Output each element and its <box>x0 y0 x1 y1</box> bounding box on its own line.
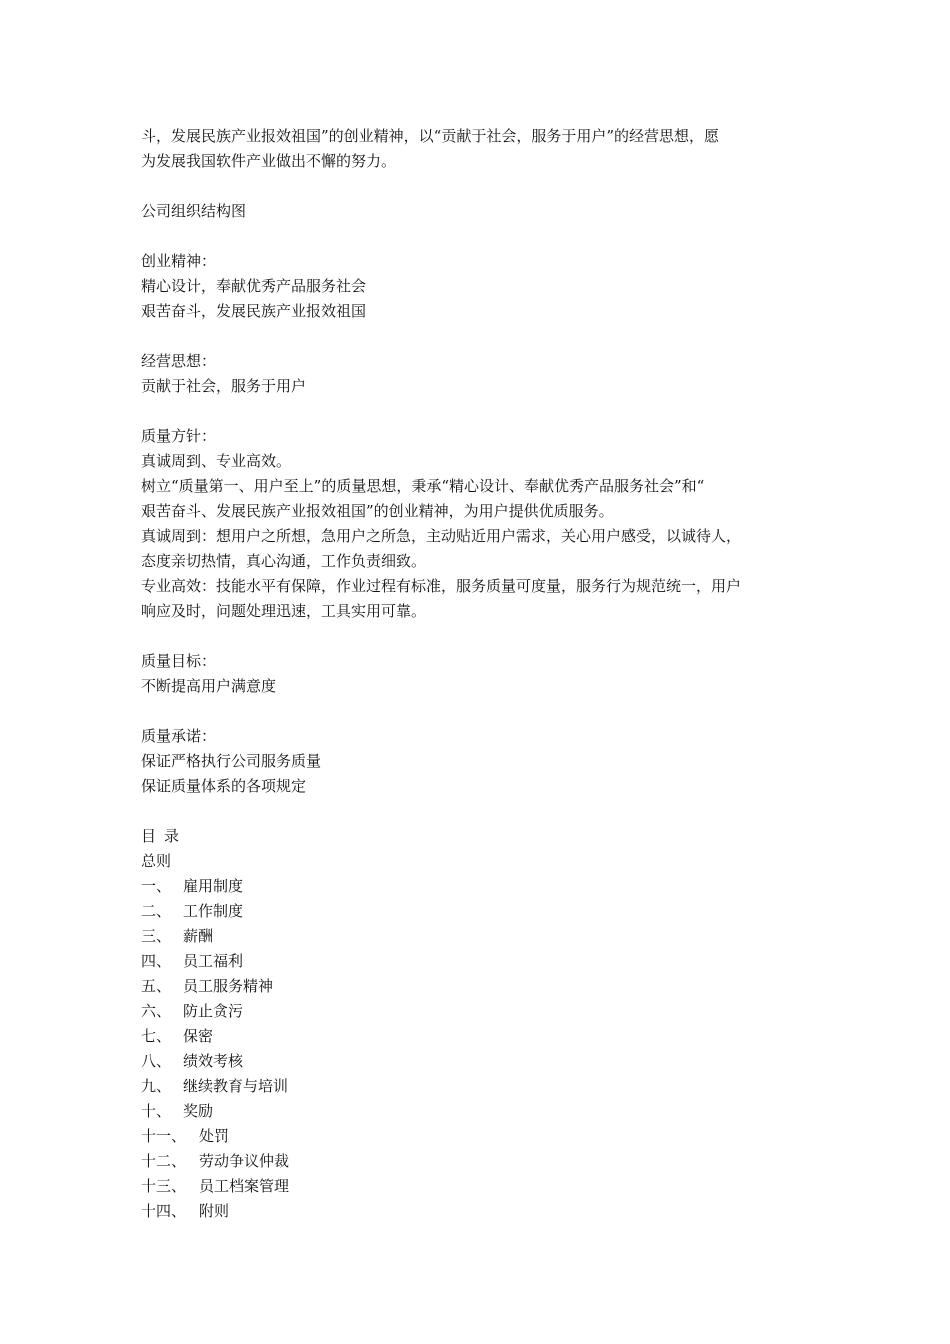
toc-item-number: 十一、 <box>141 1127 187 1145</box>
intro-paragraph <box>141 124 813 174</box>
table-of-contents <box>141 824 813 1224</box>
toc-item-number: 三、 <box>141 927 172 945</box>
section-heading: 质量目标： <box>141 652 217 670</box>
toc-item-number: 一、 <box>141 877 172 895</box>
toc-heading: 目录 <box>141 827 188 845</box>
toc-item-number: 七、 <box>141 1027 172 1045</box>
toc-item <box>141 1024 813 1049</box>
section-heading: 创业精神： <box>141 252 217 270</box>
business-philosophy-section <box>141 349 813 399</box>
section-heading: 质量方针： <box>141 427 217 445</box>
section-line: 真诚周到：想用户之所想，急用户之所急，主动贴近用户需求，关心用户感受，以诚待人， <box>141 527 742 545</box>
toc-item-title: 附则 <box>199 1202 230 1220</box>
toc-item-number: 十、 <box>141 1102 172 1120</box>
toc-item-number: 九、 <box>141 1077 172 1095</box>
toc-general: 总则 <box>141 852 172 870</box>
toc-item <box>141 874 813 899</box>
section-line: 艰苦奋斗，发展民族产业报效祖国 <box>141 302 367 320</box>
section-line: 专业高效：技能水平有保障，作业过程有标准，服务质量可度量，服务行为规范统一，用户 <box>141 577 742 595</box>
toc-item-number: 二、 <box>141 902 172 920</box>
section-line: 真诚周到、专业高效。 <box>141 452 292 470</box>
toc-item-number: 八、 <box>141 1052 172 1070</box>
toc-item-title: 继续教育与培训 <box>183 1077 289 1095</box>
toc-item <box>141 1049 813 1074</box>
document-page <box>141 124 813 1224</box>
entrepreneurial-spirit-section <box>141 249 813 324</box>
toc-item <box>141 949 813 974</box>
toc-item <box>141 974 813 999</box>
section-line: 树立“质量第一、用户至上”的质量思想，秉承“精心设计、奉献优秀产品服务社会”和“ <box>141 477 705 495</box>
toc-item <box>141 1124 813 1149</box>
toc-item-title: 奖励 <box>183 1102 214 1120</box>
toc-item-title: 雇用制度 <box>183 877 244 895</box>
section-line: 响应及时，问题处理迅速，工具实用可靠。 <box>141 602 427 620</box>
quality-goal-section <box>141 649 813 699</box>
org-chart-caption: 公司组织结构图 <box>141 202 247 220</box>
toc-item-title: 工作制度 <box>183 902 244 920</box>
toc-item <box>141 899 813 924</box>
quality-commitment-section <box>141 724 813 799</box>
section-line: 保证严格执行公司服务质量 <box>141 752 322 770</box>
toc-item-number: 十四、 <box>141 1202 187 1220</box>
toc-item <box>141 924 813 949</box>
toc-item <box>141 1199 813 1224</box>
toc-item-title: 处罚 <box>199 1127 230 1145</box>
toc-item <box>141 1174 813 1199</box>
toc-item <box>141 1149 813 1174</box>
section-heading: 质量承诺： <box>141 727 217 745</box>
toc-item-title: 防止贪污 <box>183 1002 244 1020</box>
toc-item <box>141 1099 813 1124</box>
section-heading: 经营思想： <box>141 352 217 370</box>
toc-item-title: 员工档案管理 <box>199 1177 290 1195</box>
toc-item-title: 员工福利 <box>183 952 244 970</box>
toc-item-number: 五、 <box>141 977 172 995</box>
toc-item-title: 绩效考核 <box>183 1052 244 1070</box>
quality-policy-section <box>141 424 813 624</box>
section-line: 艰苦奋斗、发展民族产业报效祖国”的创业精神，为用户提供优质服务。 <box>141 502 614 520</box>
toc-item-number: 四、 <box>141 952 172 970</box>
toc-item-number: 六、 <box>141 1002 172 1020</box>
section-line: 贡献于社会，服务于用户 <box>141 377 307 395</box>
intro-line: 斗，发展民族产业报效祖国”的创业精神，以“贡献于社会，服务于用户”的经营思想，愿 <box>141 127 720 145</box>
section-line: 不断提高用户满意度 <box>141 677 277 695</box>
toc-item <box>141 999 813 1024</box>
toc-item-title: 劳动争议仲裁 <box>199 1152 290 1170</box>
section-line: 态度亲切热情，真心沟通，工作负责细致。 <box>141 552 427 570</box>
toc-item-number: 十三、 <box>141 1177 187 1195</box>
toc-item-title: 薪酬 <box>183 927 214 945</box>
toc-item-number: 十二、 <box>141 1152 187 1170</box>
section-line: 保证质量体系的各项规定 <box>141 777 307 795</box>
toc-item-title: 保密 <box>183 1027 214 1045</box>
toc-item <box>141 1074 813 1099</box>
toc-item-title: 员工服务精神 <box>183 977 274 995</box>
intro-line: 为发展我国软件产业做出不懈的努力。 <box>141 152 397 170</box>
section-line: 精心设计，奉献优秀产品服务社会 <box>141 277 367 295</box>
